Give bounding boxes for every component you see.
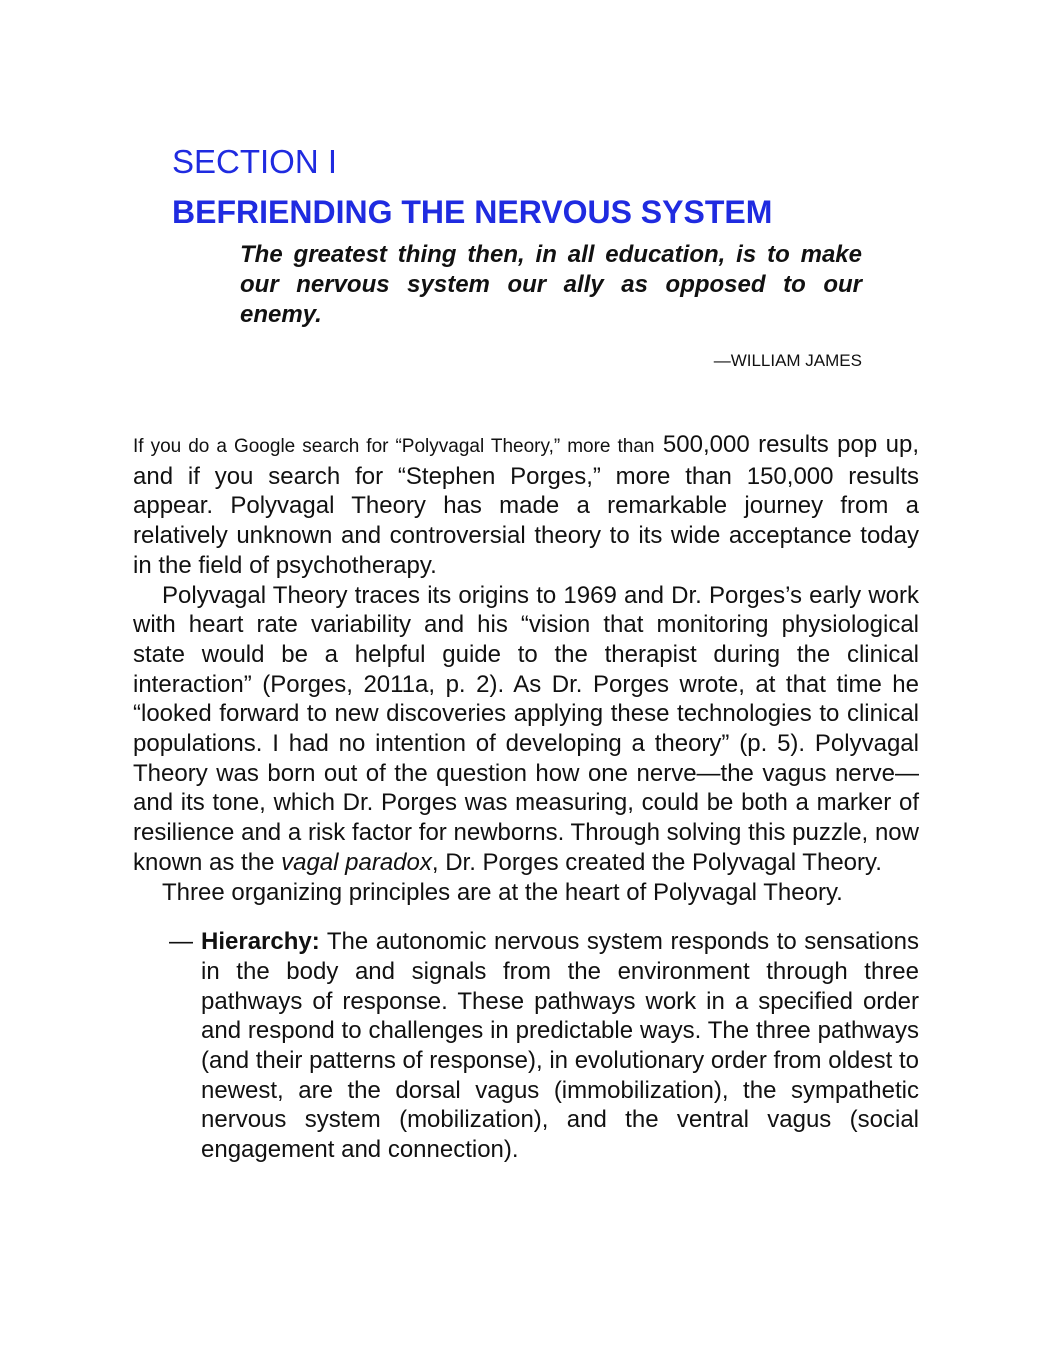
section-label: SECTION I [172, 143, 338, 180]
paragraph-2-end: , Dr. Porges created the Polyvagal Theory. [431, 848, 882, 876]
list-dash: — [169, 928, 193, 956]
principles-list [133, 927, 919, 1165]
epigraph-quote: The greatest thing then, in all education, is to make our nervous system our ally as opposed to our enemy. [240, 241, 862, 328]
list-item [133, 927, 919, 1165]
paragraph-2-term: vagal paradox [281, 848, 432, 876]
paragraph-3: Three organizing principles are at the heart of Polyvagal Theory. [162, 878, 843, 906]
paragraph-1 [133, 430, 919, 581]
paragraph-2 [133, 581, 919, 878]
list-item-text: The autonomic nervous system responds to sensations in the body and signals from the environment through three pathways of response. These pathways work in a specified order and respond to challenges in predictable ways. The three pathways (and their patterns of response), in evolutionary order from oldest to newest, are the dorsal vagus (immobilization), the sympathetic nervous system (mobilization), and the ventral vagus (social engagement and connection). [201, 928, 919, 1164]
body-text [133, 430, 919, 1165]
paragraph-1-lead: If you do a Google search for “Polyvagal Theory,” more than [133, 436, 655, 457]
epigraph-attribution: —WILLIAM JAMES [713, 351, 862, 370]
section-title: BEFRIENDING THE NERVOUS SYSTEM [172, 194, 773, 230]
paragraph-2-start: Polyvagal Theory traces its origins to 1969 and Dr. Porges’s early work with heart rate variability and his “vision that monitoring physiological state would be a helpful guide to the therapist during the clinical interaction” (Porges, 2011a, p. 2). As Dr. Porges wrote, at that time he “looked forward to new discoveries applying these technologies to clinical populations. I had no intention of developing a theory” (p. 5). Polyvagal Theory was born out of the question how one nerve—the vagus nerve—and its tone, which Dr. Porges was measuring, could be both a marker of resilience and a risk factor for newborns. Through solving this puzzle, now known as the [133, 581, 919, 876]
paragraph-1-rest: 500,000 results pop up, and if you search for “Stephen Porges,” more than 150,000 results appear. Polyvagal Theory has made a remarkable journey from a relatively unknown and controversial theory to its wide acceptance today in the field of psychotherapy. [133, 431, 919, 579]
list-item-term: Hierarchy: [201, 928, 320, 956]
